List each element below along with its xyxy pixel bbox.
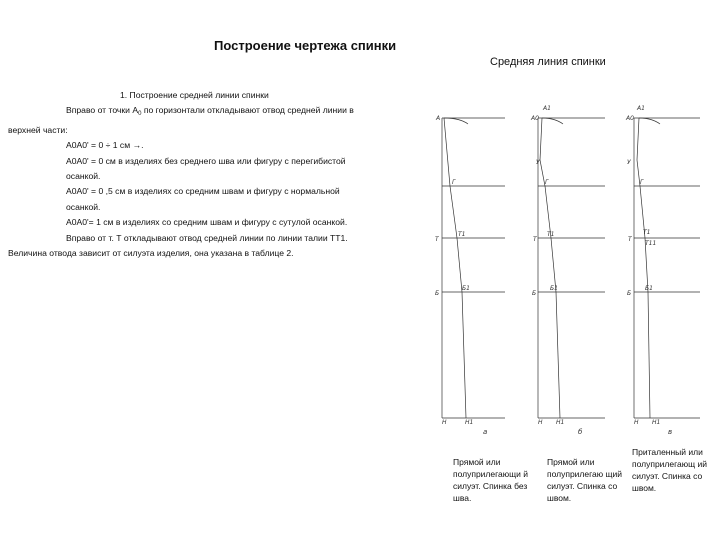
label-c-t11: Т11 [645,240,657,247]
formula-2-cont: осанкой. [66,171,101,182]
label-b-letter: б [578,428,583,436]
label-b-n1: Н1 [556,419,565,426]
formula-3-cont: осанкой. [66,201,101,212]
label-c-top: А0 [626,115,634,122]
caption-a: Прямой или полуприлегающи й силуэт. Спинка без шва. [453,457,528,503]
formula-4: А0А0'= 1 см в изделиях со средним швам и фигуру с сутулой осанкой. [66,217,348,228]
label-b-g: Г [545,179,549,186]
paragraph-note: Величина отвода зависит от силуэта изделия, она указана в таблице 2. [8,248,294,259]
label-b-t: Т [533,236,537,243]
label-c-b1: Б1 [645,285,653,292]
label-a-b: Б [435,290,440,297]
label-c-letter: в [668,428,673,436]
label-c-y: У [627,159,631,166]
label-a-b1: Б1 [462,285,470,292]
label-b-n: Н [538,419,543,426]
paragraph-continuation: верхней части: [8,124,68,135]
paragraph-waist: Вправо от т. Т откладывают отвод средней линии по линии талии ТТ1. [66,232,348,243]
center-line-b [540,118,560,418]
label-c-top2: А1 [637,105,645,112]
neck-curve-c [639,118,660,124]
figure-caption: Средняя линия спинки [490,56,606,68]
caption-b: Прямой или полуприлегаю щий силуэт. Спинка со швом. [547,457,622,503]
center-line-c [637,118,650,418]
para-part-b: по горизонтали откладывают отвод средней линии в [141,105,354,116]
label-b-top: А0 [531,115,539,122]
neck-curve-b [542,118,563,124]
label-a-n: Н [442,419,447,426]
label-b-y: У [536,159,540,166]
label-c-t: Т [628,236,632,243]
label-b-t1: Т1 [547,231,555,238]
label-c-t1: Т1 [643,229,651,236]
label-c-n1: Н1 [652,419,661,426]
formula-1: А0А0' = 0 ÷ 1 см →. [66,140,144,151]
label-c-b: Б [627,290,632,297]
step-heading: 1. Построение средней линии спинки [120,90,269,100]
label-c-g: Г [640,179,644,186]
para-part-a: Вправо от точки А [66,105,139,116]
label-a-n1: Н1 [465,419,474,426]
formula-3: А0А0' = 0 ,5 см в изделиях со средним швам и фигуру с нормальной [66,186,340,197]
label-a-t1: Т1 [458,231,466,238]
caption-c: Приталенный или полуприлегающ ий силуэт. Спинка со швом. [632,447,707,493]
label-a-top: А [436,115,441,122]
label-a-letter: а [483,428,488,436]
label-c-n: Н [634,419,639,426]
subscript: 0 [138,111,142,118]
formula-2: А0А0' = 0 см в изделиях без среднего шва или фигуру с перегибистой [66,155,346,166]
label-b-top2: А1 [543,105,551,112]
label-b-b: Б [532,290,537,297]
label-a-t: Т [435,236,439,243]
center-line-a [444,118,466,418]
label-b-b1: Б1 [550,285,558,292]
page-title: Построение чертежа спинки [214,38,397,53]
neck-curve-a [444,118,468,124]
label-a-g: Г [452,179,456,186]
